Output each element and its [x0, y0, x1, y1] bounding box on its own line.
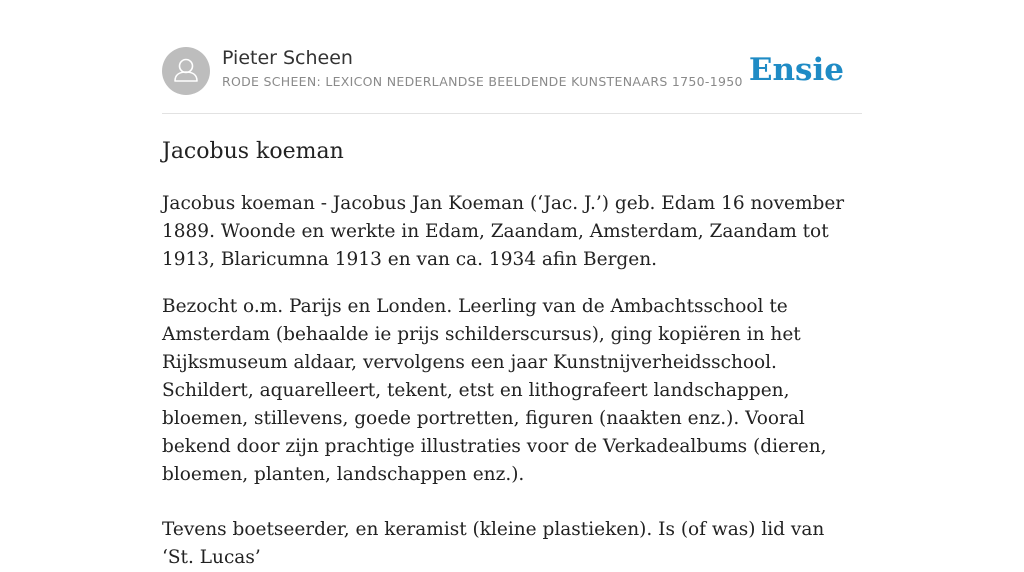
article-body: [162, 136, 862, 572]
article-paragraph: Jacobus koeman - Jacobus Jan Koeman (‘Jac. J.’) geb. Edam 16 november 1889. Woonde en werkte in Edam, Zaandam, Amsterdam, Zaandam tot 1913, Blaricumna 1913 en van ca. 1934 afin Bergen.: [162, 193, 845, 270]
article-title: Jacobus koeman: [162, 139, 344, 164]
user-silhouette-icon: [162, 47, 210, 95]
ensie-logo[interactable]: Ensie: [748, 52, 844, 88]
article-paragraph: Tevens boetseerder, en keramist (kleine plastieken). Is (of was) lid van ‘St. Lucas’: [162, 519, 825, 568]
article-paragraph: Bezocht o.m. Parijs en Londen. Leerling van de Ambachtsschool te Amsterdam (behaalde ie prijs schilderscursus), ging kopiëren in het Rijksmuseum aldaar, vervolgens een jaar Kunstnijverheidsschool. Schildert, aquarelleert, tekent, etst en lithografeert landschappen, bloemen, stillevens, goede portretten, figuren (naakten enz.). Vooral bekend door zijn prachtige illustraties voor de Verkadealbums (dieren, bloemen, planten, landschappen enz.).: [162, 296, 827, 485]
author-name-link[interactable]: Pieter Scheen: [222, 47, 353, 69]
author-avatar[interactable]: [162, 47, 210, 95]
source-title[interactable]: RODE SCHEEN: LEXICON NEDERLANDSE BEELDENDE KUNSTENAARS 1750-1950: [222, 74, 743, 89]
article-header: [162, 46, 862, 114]
